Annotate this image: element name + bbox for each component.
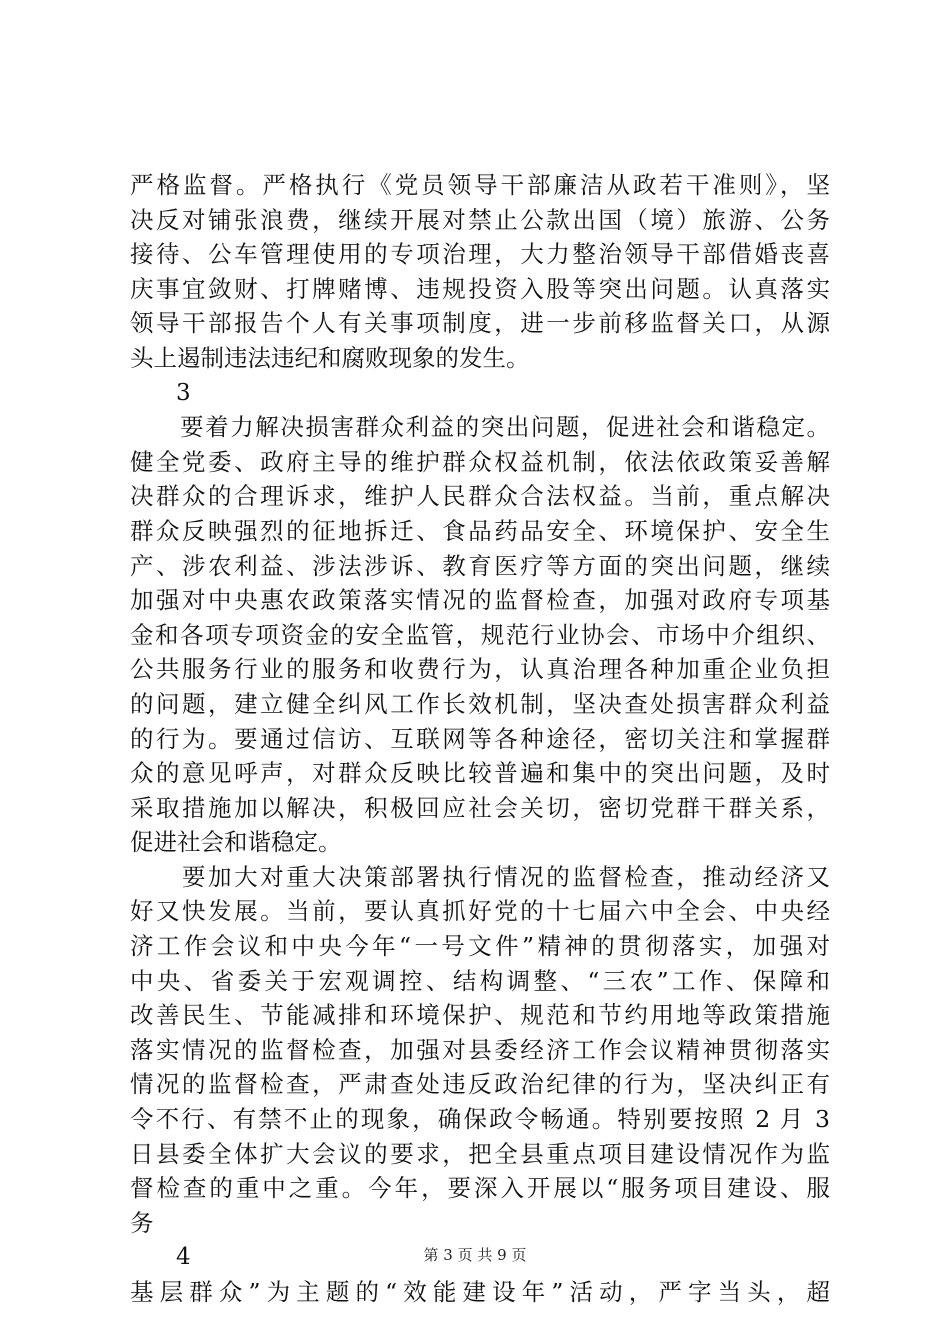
text-line: 群众反映强烈的征地拆迁、食品药品安全、环境保护、安全生 [130,516,830,545]
text-line: 众的意见呼声，对群众反映比较普遍和集中的突出问题，及时 [130,759,830,788]
text-line: 督检查的重中之重。今年，要深入开展以“服务项目建设、服 [130,1174,830,1203]
text-line: 中央、省委关于宏观调控、结构调整、“三农”工作、保障和 [130,966,830,995]
page-footer: 第 3 页 共 9 页 [423,1246,527,1264]
text-line: 决反对铺张浪费，继续开展对禁止公款出国（境）旅游、公务 [130,205,830,234]
page-section-number: 3 [176,379,191,406]
text-line: 基层群众”为主题的“效能建设年”活动，严字当头，超 [130,1278,830,1306]
text-line: 要加大对重大决策部署执行情况的监督检查，推动经济又 [130,862,830,891]
text-line: 公共服务行业的服务和收费行为，认真治理各种加重企业负担 [130,655,830,684]
page-section-number: 4 [176,1244,191,1271]
text-line: 严格监督。严格执行《党员领导干部廉洁从政若干准则》，坚 [130,171,830,199]
text-line: 情况的监督检查，严肃查处违反政治纪律的行为，坚决纠正有 [130,1070,830,1099]
body-text [130,168,830,1310]
text-line: 庆事宜敛财、打牌赌博、违规投资入股等突出问题。认真落实 [130,274,830,303]
text-line: 决群众的合理诉求，维护人民群众合法权益。当前，重点解决 [130,482,830,511]
text-line: 好又快发展。当前，要认真抓好党的十七届六中全会、中央经 [130,897,830,926]
text-line: 的行为。要通过信访、互联网等各种途径，密切关注和掌握群 [130,724,830,753]
text-line: 领导干部报告个人有关事项制度，进一步前移监督关口，从源 [130,309,830,338]
text-line: 的问题，建立健全纠风工作长效机制，坚决查处损害群众利益 [130,689,830,718]
text-line: 务 [130,1208,154,1237]
text-line: 加强对中央惠农政策落实情况的监督检查，加强对政府专项基 [130,586,830,615]
text-line: 促进社会和谐稳定。 [130,828,342,857]
text-line: 落实情况的监督检查，加强对县委经济工作会议精神贯彻落实 [130,1035,830,1064]
text-line: 令不行、有禁不止的现象，确保政令畅通。特别要按照 2 月 3 [130,1105,830,1134]
text-line: 日县委全体扩大会议的要求，把全县重点项目建设情况作为监 [130,1139,830,1168]
text-line: 要着力解决损害群众利益的突出问题，促进社会和谐稳定。 [130,413,830,442]
text-line: 济工作会议和中央今年“一号文件”精神的贯彻落实，加强对 [130,932,830,961]
text-line: 产、涉农利益、涉法涉诉、教育医疗等方面的突出问题，继续 [130,551,830,580]
text-line: 金和各项专项资金的安全监管，规范行业协会、市场中介组织、 [130,620,830,649]
text-line: 接待、公车管理使用的专项治理，大力整治领导干部借婚丧喜 [130,240,830,269]
text-line: 健全党委、政府主导的维护群众权益机制，依法依政策妥善解 [130,447,830,476]
text-line: 头上遏制违法违纪和腐败现象的发生。 [130,343,530,372]
text-line: 改善民生、节能减排和环境保护、规范和节约用地等政策措施 [130,1001,830,1030]
text-line: 采取措施加以解决，积极回应社会关切，密切党群干群关系， [130,793,830,822]
